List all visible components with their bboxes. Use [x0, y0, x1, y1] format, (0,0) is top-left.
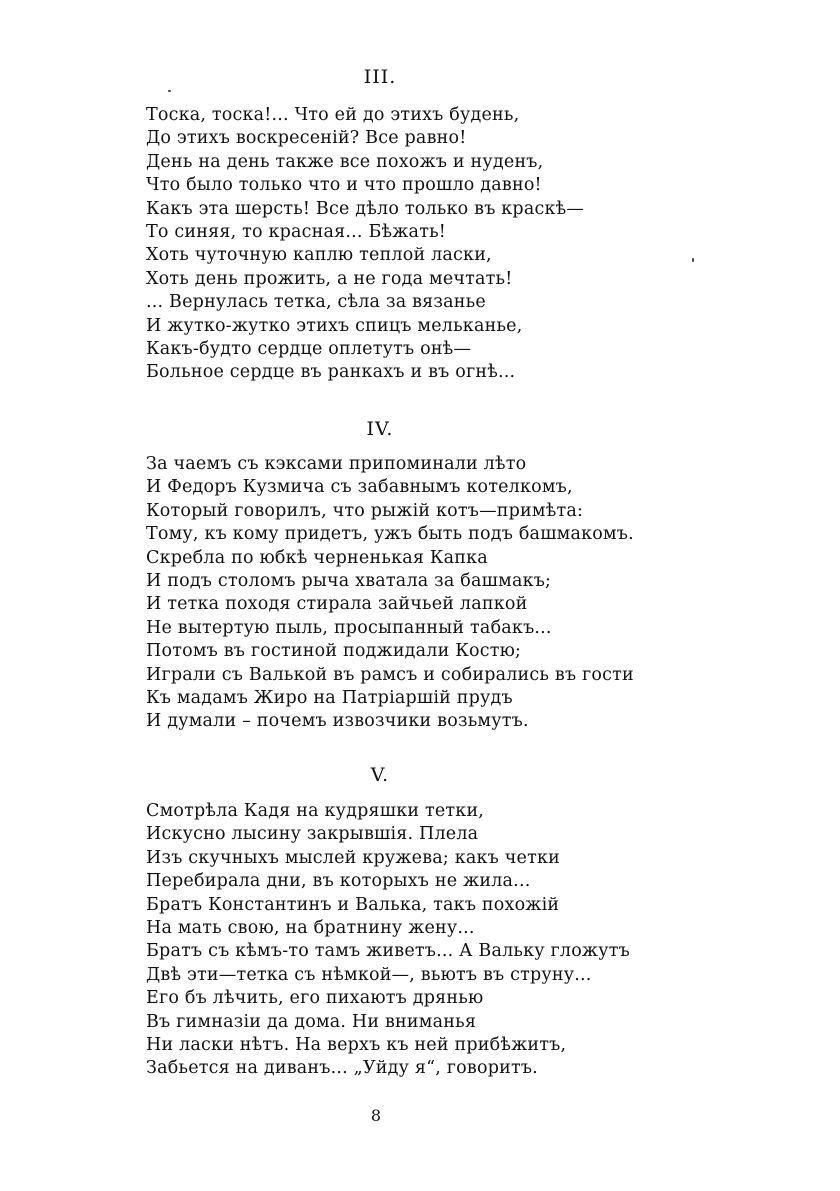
verse-line: Какъ-будто сердце оплетутъ онѣ—	[146, 338, 472, 359]
verse-line: И Федоръ Кузмича съ забавнымъ котелкомъ,	[146, 477, 573, 498]
verse-line: Играли съ Валькой въ рамсъ и собирались въ гости	[146, 664, 634, 685]
verse-line: Изъ скучныхъ мыслей кружева; какъ четки	[146, 847, 560, 868]
verse-line: Что было только что и что прошло давно!	[146, 175, 542, 196]
verse-line: Который говорилъ, что рыжій котъ—примѣта:	[146, 500, 584, 521]
verse-line: Потомъ въ гостиной поджидали Костю;	[146, 641, 522, 662]
stanza-iv	[146, 453, 634, 734]
stanza-iii	[146, 104, 626, 385]
verse-line: Его бъ лѣчить, его пихаютъ дрянью	[146, 988, 484, 1009]
verse-line: Хоть день прожить, а не года мечтать!	[146, 268, 513, 289]
verse-line: Тому, къ кому придетъ, ужъ быть подъ башмакомъ.	[146, 524, 634, 545]
page-number: 8	[370, 1106, 382, 1125]
verse-line: Двѣ эти—тетка съ нѣмкой—, вьютъ въ струну...	[146, 964, 592, 985]
verse-line: За чаемъ съ кэксами припоминали лѣто	[146, 454, 527, 474]
verse-line: И тетка походя стирала зайчьей лапкой	[146, 594, 528, 615]
verse-line: И думали – почемъ извозчики возьмутъ.	[146, 711, 529, 732]
verse-line: И подъ столомъ рыча хватала за башмакъ;	[146, 570, 552, 591]
verse-line: Смотрѣла Кадя на кудряшки тетки,	[146, 801, 485, 821]
verse-line: Хоть чуточную каплю теплой ласки,	[146, 245, 492, 266]
verse-line: Тоска, тоска!... Что ей до этихъ будень,	[146, 105, 520, 125]
verse-line: Братъ съ кѣмъ-то тамъ живетъ... А Вальку гложутъ	[146, 941, 630, 962]
section-heading-iii: III.	[363, 66, 397, 88]
verse-line: Больное сердце въ ранкахъ и въ огнѣ...	[146, 362, 516, 383]
stanza-v	[146, 800, 630, 1081]
verse-line: Перебирала дни, въ которыхъ не жила...	[146, 871, 531, 892]
verse-line: Въ гимназіи да дома. Ни вниманья	[146, 1011, 477, 1032]
verse-line: Къ мадамъ Жиро на Патріаршій прудъ	[146, 687, 513, 708]
verse-line: Искусно лысину закрывшія. Плела	[146, 824, 479, 845]
scan-speck	[168, 90, 171, 92]
verse-line: Забьется на диванъ... „Уйду я“, говоритъ.	[146, 1058, 538, 1079]
scan-speck	[692, 258, 694, 262]
verse-line: Скребла по юбкѣ черненькая Капка	[146, 547, 488, 568]
section-heading-iv: IV.	[366, 418, 394, 440]
verse-line: Ни ласки нѣтъ. На верхъ къ ней прибѣжитъ,	[146, 1034, 567, 1055]
verse-line: То синяя, то красная... Бѣжать!	[146, 221, 447, 242]
section-heading-v: V.	[370, 764, 390, 786]
verse-line: Не вытертую пыль, просыпанный табакъ...	[146, 617, 552, 638]
verse-line: И жутко-жутко этихъ спицъ мельканье,	[146, 315, 523, 336]
verse-line: Какъ эта шерсть! Все дѣло только въ краскѣ—	[146, 198, 585, 219]
verse-line: ... Вернулась тетка, сѣла за вязанье	[146, 292, 486, 313]
verse-line: Братъ Константинъ и Валька, такъ похожій	[146, 894, 560, 915]
verse-line: До этихъ воскресеній? Все равно!	[146, 128, 467, 149]
verse-line: День на день также все похожъ и нуденъ,	[146, 151, 544, 172]
verse-line: На мать свою, на братнину жену...	[146, 917, 475, 938]
